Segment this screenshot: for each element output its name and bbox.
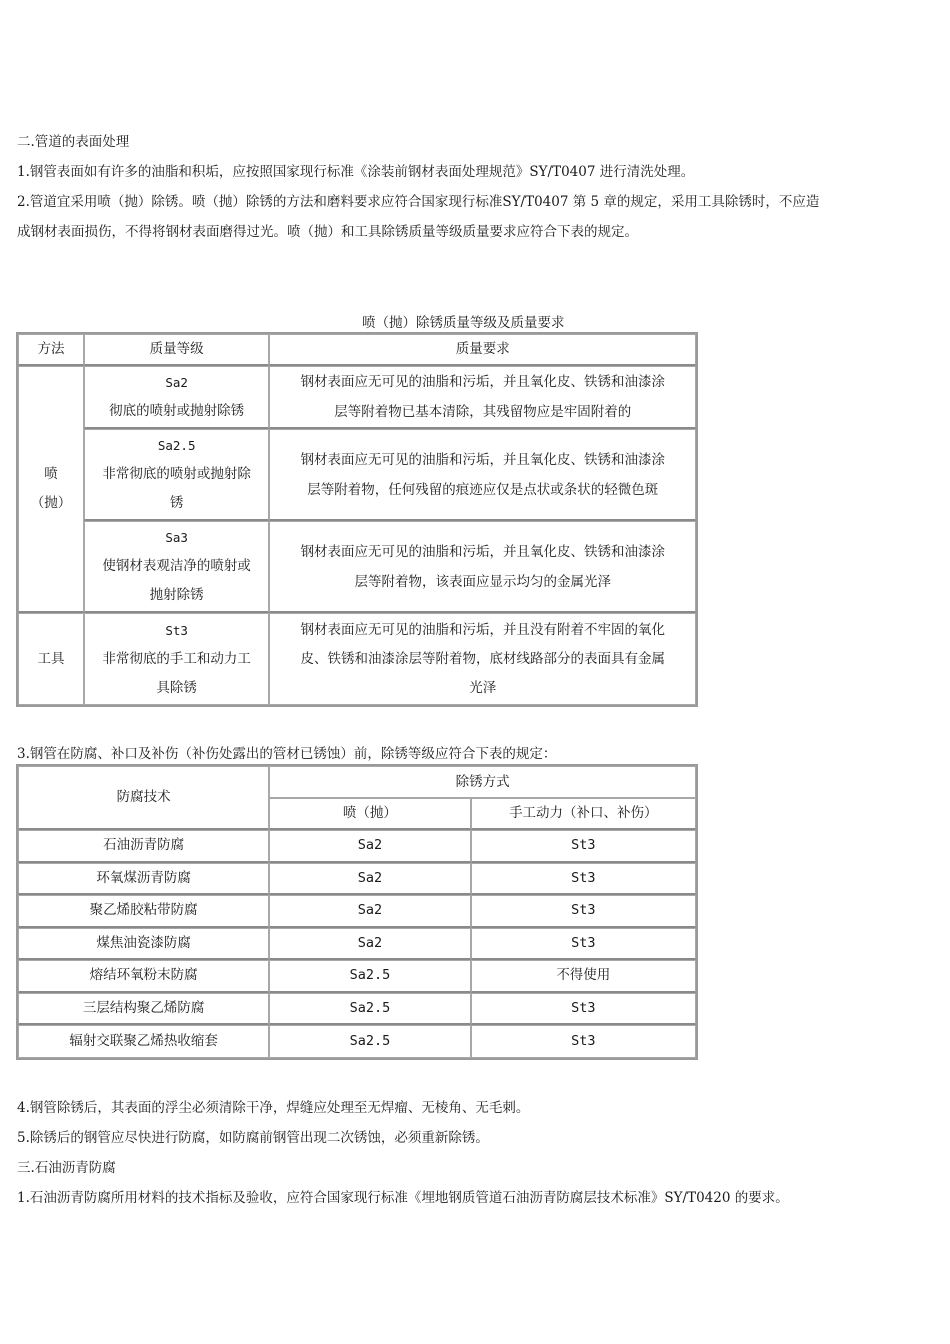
table-row bbox=[18, 960, 696, 993]
table-row bbox=[18, 830, 696, 863]
derusting-quality-table bbox=[16, 332, 698, 707]
spray-cell: Sa2 bbox=[269, 928, 470, 961]
method-cell bbox=[18, 366, 84, 613]
requirement-text: 光泽 bbox=[469, 679, 497, 696]
requirement-text: 钢材表面应无可见的油脂和污垢，并且氧化皮、铁锈和油漆涂 bbox=[300, 374, 665, 390]
paragraph: 3.钢管在防腐、补口及补伤（补伤处露出的管材已锈蚀）前，除锈等级应符合下表的规定： bbox=[17, 746, 557, 762]
grade-desc: 彻底的喷射或抛射除锈 bbox=[109, 403, 245, 419]
section-heading: 二.管道的表面处理 bbox=[17, 134, 130, 150]
spray-cell: Sa2 bbox=[269, 863, 470, 896]
table-row bbox=[18, 1025, 696, 1058]
grade-code: Sa2 bbox=[165, 375, 188, 390]
paragraph: 2.管道宜采用喷（抛）除锈。喷（抛）除锈的方法和磨料要求应符合国家现行标准SY/T0407 第 5 章的规定，采用工具除锈时，不应造 bbox=[17, 194, 820, 210]
paragraph: 5.除锈后的钢管应尽快进行防腐，如防腐前钢管出现二次锈蚀，必须重新除锈。 bbox=[17, 1130, 489, 1146]
spray-cell: Sa2.5 bbox=[269, 1025, 470, 1058]
requirement-text: 层等附着物已基本清除，其残留物应是牢固附着的 bbox=[334, 404, 632, 420]
manual-cell: St3 bbox=[471, 1025, 696, 1058]
requirement-cell bbox=[269, 613, 696, 705]
spray-cell: Sa2.5 bbox=[269, 993, 470, 1026]
tech-cell: 辐射交联聚乙烯热收缩套 bbox=[18, 1025, 269, 1058]
manual-cell: St3 bbox=[471, 993, 696, 1026]
table-header: 防腐技术 bbox=[18, 766, 269, 830]
grade-desc: 非常彻底的喷射或抛射除 bbox=[102, 466, 251, 482]
grade-cell bbox=[84, 613, 269, 705]
table-header: 除锈方式 bbox=[269, 766, 696, 798]
grade-desc: 抛射除锈 bbox=[149, 587, 204, 603]
table-row bbox=[18, 928, 696, 961]
manual-cell: 不得使用 bbox=[471, 960, 696, 993]
requirement-text: 钢材表面应无可见的油脂和污垢，并且氧化皮、铁锈和油漆涂 bbox=[300, 451, 665, 468]
spray-cell: Sa2.5 bbox=[269, 960, 470, 993]
paragraph: 1.石油沥青防腐所用材料的技术指标及验收，应符合国家现行标准《埋地钢质管道石油沥青防腐层技术标准》SY/T0420 的要求。 bbox=[17, 1190, 789, 1206]
table-header: 方法 bbox=[18, 334, 84, 366]
tech-cell: 熔结环氧粉末防腐 bbox=[18, 960, 269, 993]
tech-cell: 石油沥青防腐 bbox=[18, 830, 269, 863]
method-label: （抛） bbox=[30, 495, 72, 511]
grade-desc: 锈 bbox=[169, 495, 184, 511]
grade-code: St3 bbox=[165, 622, 188, 638]
table-header: 质量要求 bbox=[269, 334, 696, 366]
spray-cell: Sa2 bbox=[269, 895, 470, 928]
table-row bbox=[18, 993, 696, 1026]
paragraph: 1.钢管表面如有许多的油脂和积垢，应按照国家现行标准《涂装前钢材表面处理规范》SY/T0407 进行清洗处理。 bbox=[17, 164, 695, 180]
grade-desc: 非常彻底的手工和动力工 bbox=[102, 650, 251, 667]
grade-code: Sa2.5 bbox=[157, 438, 196, 453]
table-caption: 喷（抛）除锈质量等级及质量要求 bbox=[362, 315, 565, 331]
spray-cell: Sa2 bbox=[269, 830, 470, 863]
paragraph: 成钢材表面损伤，不得将钢材表面磨得过光。喷（抛）和工具除锈质量等级质量要求应符合下表的规定。 bbox=[17, 224, 638, 240]
manual-cell: St3 bbox=[471, 928, 696, 961]
requirement-text: 层等附着物，该表面应显示均匀的金属光泽 bbox=[354, 573, 611, 590]
tech-cell: 三层结构聚乙烯防腐 bbox=[18, 993, 269, 1026]
requirement-cell bbox=[269, 429, 696, 521]
tech-cell: 环氧煤沥青防腐 bbox=[18, 863, 269, 896]
manual-cell: St3 bbox=[471, 895, 696, 928]
grade-desc: 具除锈 bbox=[156, 679, 197, 696]
derusting-grade-table bbox=[16, 764, 698, 1060]
requirement-text: 皮、铁锈和油漆涂层等附着物，底材线路部分的表面具有金属 bbox=[300, 650, 665, 667]
grade-cell bbox=[84, 521, 269, 613]
requirement-cell bbox=[269, 521, 696, 613]
requirement-cell bbox=[269, 366, 696, 429]
table-row bbox=[18, 895, 696, 928]
table-row bbox=[18, 863, 696, 896]
manual-cell: St3 bbox=[471, 863, 696, 896]
requirement-text: 钢材表面应无可见的油脂和污垢，并且氧化皮、铁锈和油漆涂 bbox=[300, 543, 665, 560]
table-header: 质量等级 bbox=[84, 334, 269, 366]
requirement-text: 层等附着物，任何残留的痕迹应仅是点状或条状的轻微色斑 bbox=[307, 481, 659, 498]
tech-cell: 煤焦油瓷漆防腐 bbox=[18, 928, 269, 961]
tech-cell: 聚乙烯胶粘带防腐 bbox=[18, 895, 269, 928]
method-cell: 工具 bbox=[18, 613, 84, 705]
requirement-text: 钢材表面应无可见的油脂和污垢，并且没有附着不牢固的氧化 bbox=[300, 621, 665, 638]
grade-cell bbox=[84, 366, 269, 429]
grade-cell bbox=[84, 429, 269, 521]
section-heading: 三.石油沥青防腐 bbox=[17, 1160, 116, 1176]
table-header: 手工动力（补口、补伤） bbox=[471, 798, 696, 830]
table-header: 喷（抛） bbox=[269, 798, 470, 830]
grade-desc: 使钢材表观洁净的喷射或 bbox=[102, 558, 251, 574]
manual-cell: St3 bbox=[471, 830, 696, 863]
method-label: 喷 bbox=[44, 466, 58, 482]
paragraph: 4.钢管除锈后，其表面的浮尘必须清除干净，焊缝应处理至无焊瘤、无棱角、无毛刺。 bbox=[17, 1100, 530, 1116]
grade-code: Sa3 bbox=[165, 530, 188, 545]
